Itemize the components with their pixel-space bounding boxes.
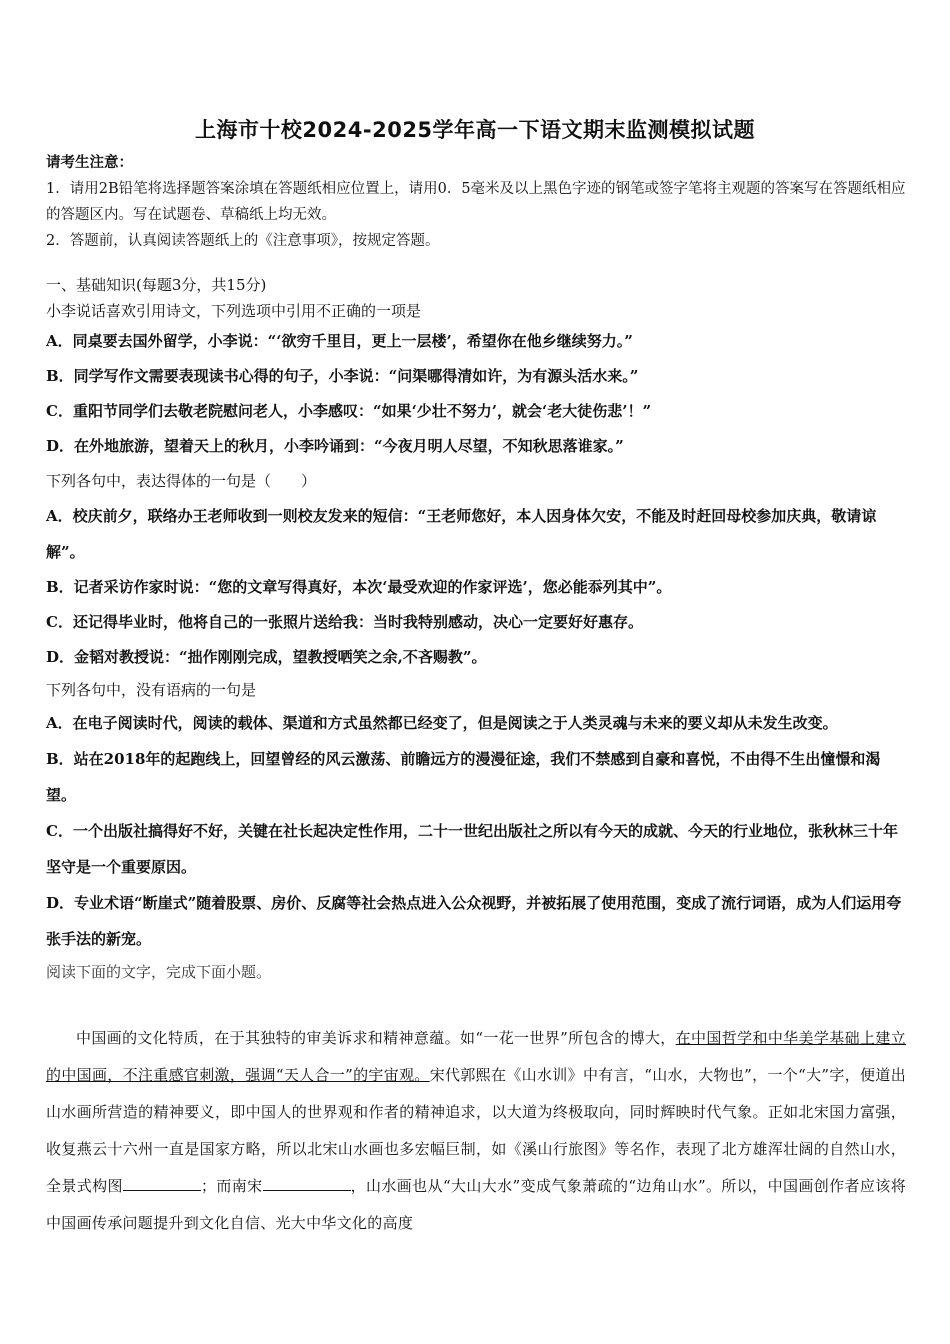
question-3-option-a: A．在电子阅读时代，阅读的载体、渠道和方式虽然都已经变了，但是阅读之于人类灵魂与未来的要义却从未发生改变。	[46, 714, 838, 732]
question-2-option-c: C．还记得毕业时，他将自己的一张照片送给我：当时我特别感动，决心一定要好好惠存。	[46, 613, 643, 631]
answer-blank-2[interactable]	[263, 1176, 351, 1191]
page-title: 上海市十校2024-2025学年高一下语文期末监测模拟试题	[194, 118, 756, 142]
question-3-option-c: C．一个出版社搞得好不好，关键在社长起决定性作用，二十一世纪出版社之所以有今天的成就、今天的行业地位，张秋林三十年坚守是一个重要原因。	[46, 822, 898, 876]
notice-heading: 请考生注意：	[46, 154, 133, 171]
question-1-option-a: A．同桌要去国外留学，小李说：“‘欲穷千里目，更上一层楼’，希望你在他乡继续努力。”	[46, 332, 633, 350]
passage-text-3: ；而南宋	[200, 1177, 263, 1195]
question-2-stem: 下列各句中，表达得体的一句是（ ）	[46, 472, 317, 490]
passage-text-4: ，山水画也从“大山大水”变成气象萧疏的“边角山水”。所以，中国画创作者应该将中国画传承问题提升到文化自信、光大中华文化的高度	[46, 1177, 906, 1232]
passage-text-2: 宋代郭熙在《山水训》中有言，“山水，大物也”，一个“大”字，便道出山水画所营造的精神要义，即中国人的世界观和作者的精神追求，以大道为终极取向，同时辉映时代气象。正如北宋国力富强，收复燕云十六州一直是国家方略，所以北宋山水画也多宏幅巨制，如《溪山行旅图》等名作，表现了北方雄浑壮阔的自然山水，全景式构图	[46, 1066, 907, 1195]
notice-item-2: 2．答题前，认真阅读答题纸上的《注意事项》，按规定答题。	[46, 233, 440, 249]
reading-prompt: 阅读下面的文字，完成下面小题。	[46, 963, 272, 981]
question-1-stem: 小李说话喜欢引用诗文，下列选项中引用不正确的一项是	[46, 302, 422, 320]
section-basic-knowledge	[46, 272, 906, 987]
passage-text-1: 中国画的文化特质，在于其独特的审美诉求和精神意蕴。如“一花一世界”所包含的博大，	[76, 1029, 676, 1047]
reading-passage	[46, 1020, 906, 1242]
question-1-option-d: D．在外地旅游，望着天上的秋月，小李吟诵到：“今夜月明人尽望，不知秋思落谁家。”	[46, 437, 624, 455]
exam-notice	[46, 150, 906, 254]
notice-item-1: 1．请用2B铅笔将选择题答案涂填在答题纸相应位置上，请用0．5毫米及以上黑色字迹的钢笔或签字笔将主观题的答案写在答题纸相应的答题区内。写在试题卷、草稿纸上均无效。	[46, 181, 906, 223]
question-2-option-a: A．校庆前夕，联络办王老师收到一则校友发来的短信：“王老师您好，本人因身体欠安，不能及时赶回母校参加庆典，敬请谅解”。	[46, 507, 877, 561]
question-2-option-d: D．金韬对教授说：“拙作刚刚完成，望教授哂笑之余,不吝赐教”。	[46, 648, 487, 666]
question-3-stem: 下列各句中，没有语病的一句是	[46, 681, 257, 699]
answer-blank-1[interactable]	[123, 1176, 201, 1191]
question-3-option-b: B．站在2018年的起跑线上，回望曾经的风云激荡、前瞻远方的漫漫征途，我们不禁感到自豪和喜悦，不由得不生出憧憬和渴望。	[46, 750, 881, 804]
question-3-option-d: D．专业术语“断崖式”随着股票、房价、反腐等社会热点进入公众视野，并被拓展了使用范围，变成了流行词语，成为人们运用夸张手法的新宠。	[46, 894, 902, 948]
question-2-option-b: B．记者采访作家时说：“您的文章写得真好，本次‘最受欢迎的作家评选’，您必能忝列其中”。	[46, 578, 672, 596]
passage-underlined-sentence: 在中国哲学和中华美学基础上建立的中国画，不注重感官刺激，强调“天人合一”的宇宙观。	[46, 1029, 906, 1084]
question-1-option-b: B．同学写作文需要表现读书心得的句子，小李说：“问渠哪得清如许，为有源头活水来。”	[46, 367, 639, 385]
section-heading: 一、基础知识(每题3分，共15分)	[46, 276, 267, 294]
question-1-option-c: C．重阳节同学们去敬老院慰问老人，小李感叹：“如果‘少壮不努力’，就会‘老大徒伤悲’！”	[46, 402, 652, 420]
